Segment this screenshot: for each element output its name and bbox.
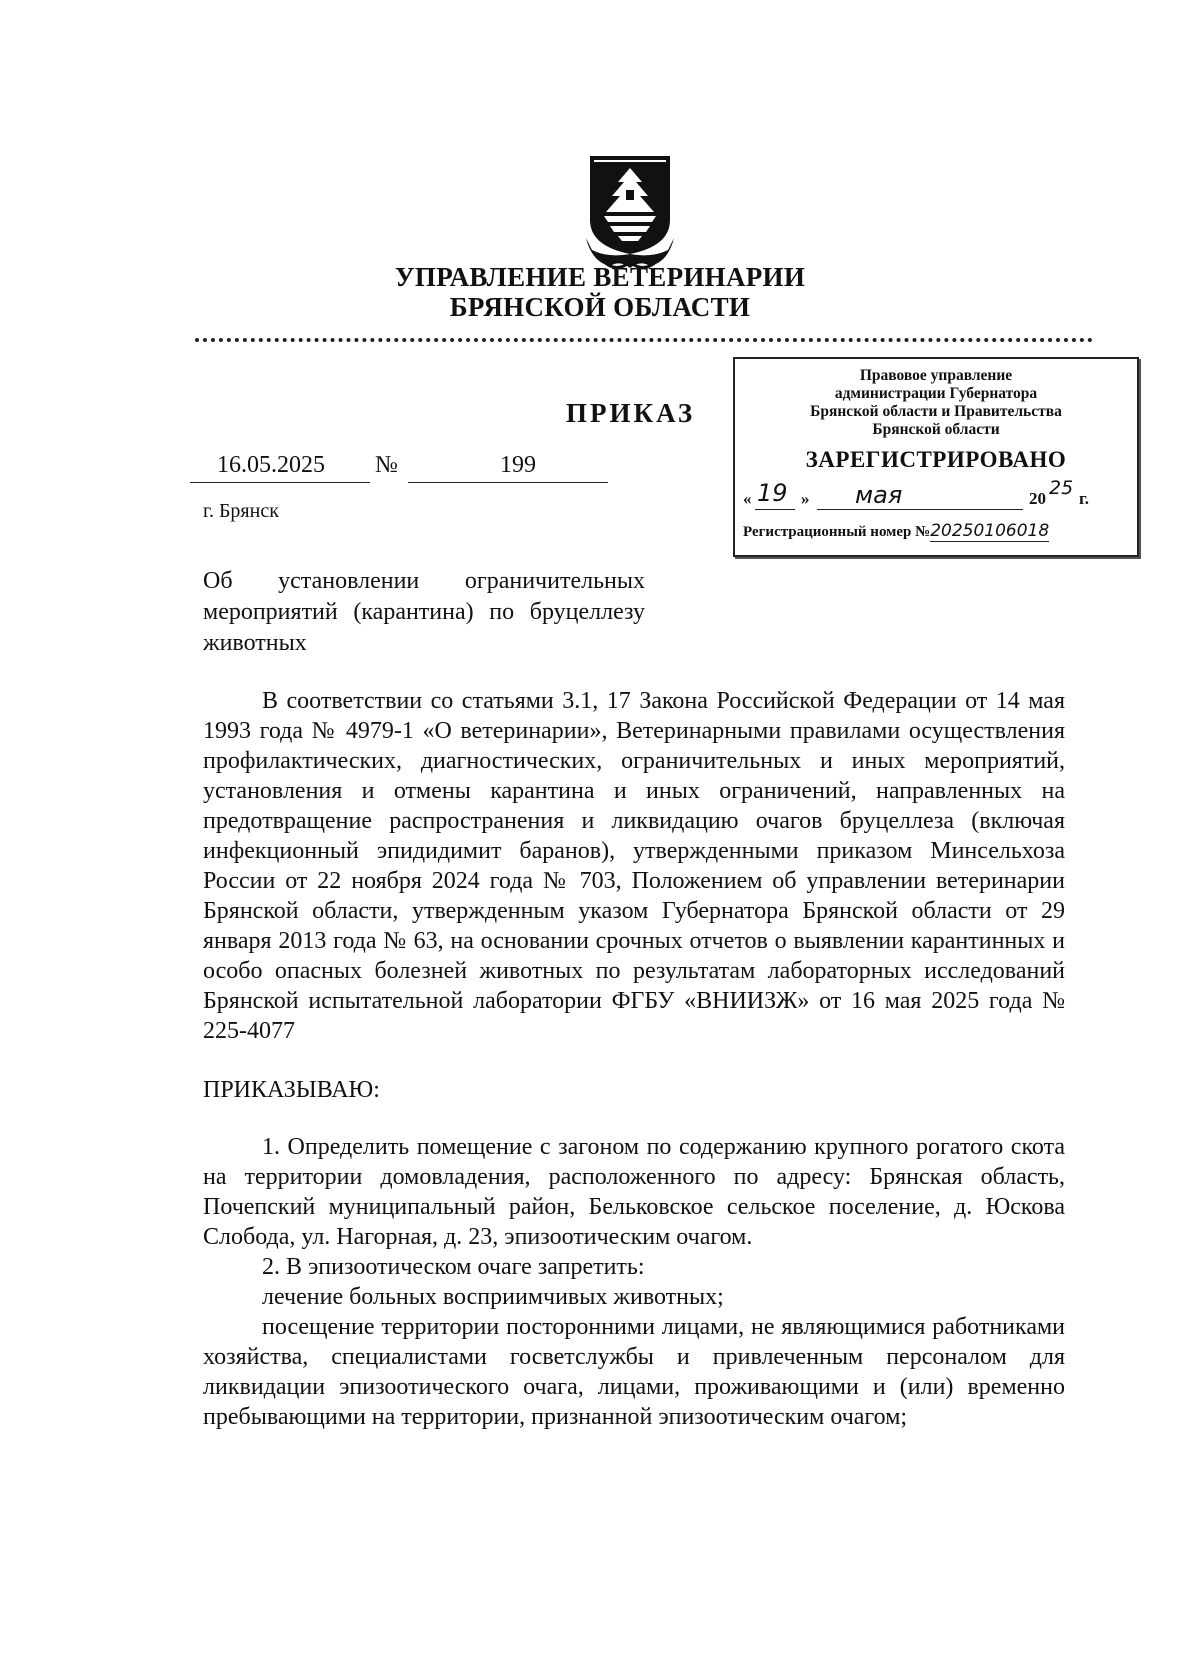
date-underline [190,482,370,483]
order-number-sign: № [375,452,398,478]
stamp-line4: Брянской области [872,421,1000,438]
stamp-year-letter: г. [1079,489,1090,508]
stamp-month: мая [855,481,903,509]
preamble-paragraph [203,686,1065,1046]
order-date: 16.05.2025 [217,452,325,478]
order-title: ПРИКАЗ [566,398,696,428]
stamp-open-quote: « [743,489,752,508]
stamp-line2: администрации Губернатора [834,385,1038,402]
coat-of-arms-icon [582,150,678,276]
order-subject [203,566,645,659]
stamp-close-quote: » [801,489,810,508]
item-2-ban-treatment: лечение больных восприимчивых животных; [262,1284,724,1310]
coat-of-arms-emblem [582,150,678,276]
org-name-line2: БРЯНСКОЙ ОБЛАСТИ [449,292,751,322]
subject-line2: мероприятий (карантина) по бруцеллезу [203,599,645,625]
order-city: г. Брянск [203,500,279,522]
preamble-text: В соответствии со статьями 3.1, 17 Закона Российской Федерации от 14 мая 1993 года № 4979-1 «О ветеринарии», Ветеринарными правилами осуществления профилактических, диагностических, ограничительных и иных мероприятий, установления и отмены карантина и иных ограничений, направленных на предотвращение распространения и ликвидацию очагов бруцеллеза (включая инфекционный эпидидимит баранов), утвержденными приказом Минсельхоза России от 22 ноября 2024 года № 703, Положением об управлении ветеринарии Брянской области, утвержденным указом Губернатора Брянской области от 29 января 2013 года № 63, на основании срочных отчетов о выявлении карантинных и особо опасных болезней животных по результатам лабораторных исследований Брянской испытательной лаборатории ФГБУ «ВНИИЗЖ» от 16 мая 2025 года № 225-4077 [203,688,1065,1044]
number-underline [408,482,608,483]
registration-stamp [733,357,1139,557]
header-dotted-divider [195,338,1093,342]
stamp-reg-label: Регистрационный номер № [743,524,931,540]
stamp-reg-number: 20250106018 [930,521,1050,541]
stamp-year-suffix: 25 [1049,477,1074,499]
item-2-ban-visits: посещение территории посторонними лицами, не являющимися работниками хозяйства, специалистами госветслужбы и привлеченным персоналом для ликвидации эпизоотического очага, лицами, проживающими и (или) временно пребывающими на территории, признанной эпизоотическим очагом; [203,1314,1065,1430]
subject-line3: животных [203,630,307,656]
command-word: ПРИКАЗЫВАЮ: [203,1077,380,1103]
order-date-number-line [190,452,610,486]
stamp-year-prefix: 20 [1029,489,1046,508]
stamp-title: ЗАРЕГИСТРИРОВАНО [805,447,1067,472]
org-name-line1: УПРАВЛЕНИЕ ВЕТЕРИНАРИИ [394,262,806,292]
stamp-month-underline [817,509,1023,510]
stamp-line3: Брянской области и Правительства [810,403,1062,420]
order-number: 199 [500,452,536,478]
order-items [203,1132,1065,1432]
stamp-registration [743,521,1135,541]
stamp-date [743,477,1133,513]
stamp-line1: Правовое управление [859,367,1013,384]
item-2: 2. В эпизоотическом очаге запретить: [262,1254,645,1280]
subject-line1: Об установлении ограничительных [203,568,645,594]
item-1: 1. Определить помещение с загоном по содержанию крупного рогатого скота на территории домовладения, расположенного по адресу: Брянская область, Почепский муниципальный район, Бельковское сельское поселение, д. Юскова Слобода, ул. Нагорная, д. 23, эпизоотическим очагом. [203,1134,1065,1250]
stamp-day-underline [755,509,795,510]
stamp-day: 19 [757,479,788,507]
